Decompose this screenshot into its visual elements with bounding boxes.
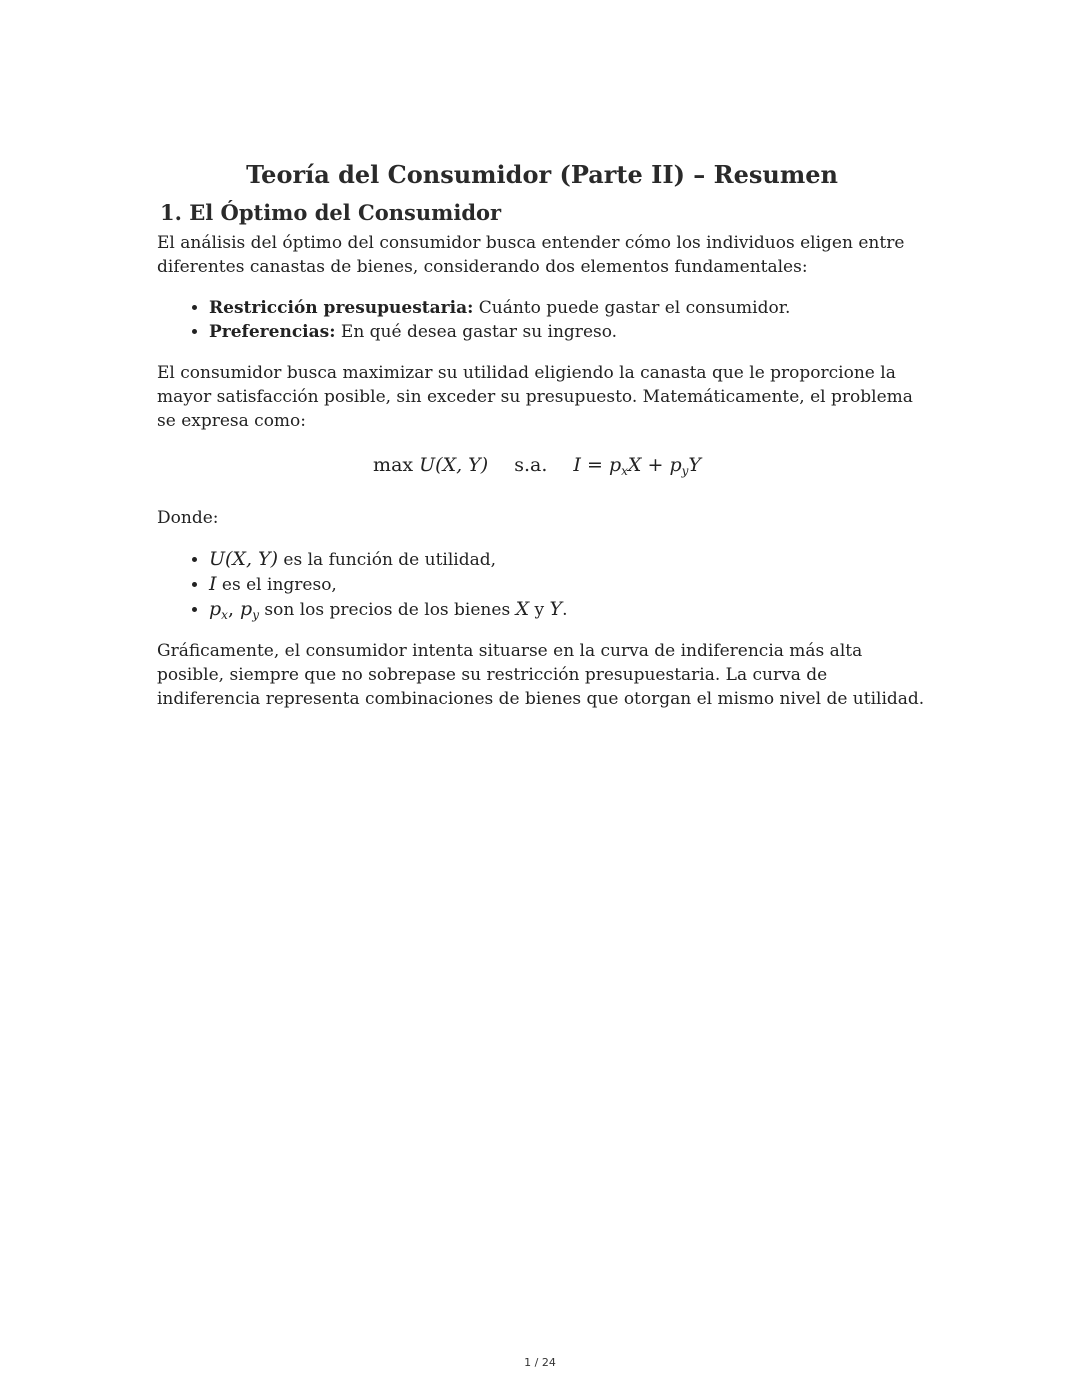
eq-subject-to: s.a. (514, 454, 548, 476)
def-math-p: p (209, 598, 222, 620)
def-math-p: p (240, 598, 253, 620)
def-math: U(X, Y) (209, 548, 278, 570)
eq-good-y: Y (688, 454, 701, 476)
def-math-comma: , (227, 598, 241, 620)
eq-price-x-sub: x (621, 464, 628, 478)
def-math: I (209, 573, 217, 595)
def-text: es la función de utilidad, (278, 550, 497, 570)
elements-list (157, 296, 927, 344)
eq-plus: + (647, 454, 664, 476)
def-math-y: Y (549, 598, 563, 620)
optimization-equation (157, 450, 927, 480)
list-item (209, 320, 927, 344)
list-item-term: Restricción presupuestaria: (209, 298, 474, 318)
list-item (209, 547, 927, 572)
list-item-text: En qué desea gastar su ingreso. (335, 322, 618, 342)
graphic-paragraph: Gráficamente, el consumidor intenta situarse en la curva de indiferencia más alta posible, siempre que no sobrepase su restricción presupuestaria. La curva de indiferencia representa combinaciones de bienes que otorgan el mismo nivel de utilidad. (157, 641, 925, 709)
intro-paragraph: El análisis del óptimo del consumidor busca entender cómo los individuos eligen entre diferentes canastas de bienes, considerando dos elementos fundamentales: (157, 233, 905, 277)
def-math-sub-x: x (221, 608, 228, 622)
def-and: y (529, 600, 550, 620)
def-math-x: X (515, 598, 530, 620)
eq-good-x: X (627, 454, 642, 476)
section-heading: 1. El Óptimo del Consumidor (160, 200, 502, 225)
def-text: son los precios de los bienes (259, 600, 516, 620)
eq-price-x: p (608, 454, 622, 476)
eq-price-y: p (669, 454, 682, 476)
eq-max: max (373, 454, 414, 476)
def-math-prices (209, 598, 259, 620)
list-item (209, 296, 927, 320)
list-item (209, 597, 927, 622)
def-text: es el ingreso, (216, 575, 337, 595)
def-end: . (562, 600, 568, 620)
document-title: Teoría del Consumidor (Parte II) – Resumen (246, 160, 838, 189)
list-item-term: Preferencias: (209, 322, 336, 342)
def-math-sub-y: y (252, 608, 259, 622)
document-page (157, 158, 927, 728)
list-item (209, 572, 927, 597)
donde-label: Donde: (157, 508, 219, 528)
eq-price-y-sub: y (681, 464, 689, 478)
eq-equals: = (586, 454, 603, 476)
problem-paragraph: El consumidor busca maximizar su utilidad eligiendo la canasta que le proporcione la mayor satisfacción posible, sin exceder su presupuesto. Matemáticamente, el problema se expresa como: (157, 363, 913, 431)
eq-income: I (573, 454, 581, 476)
definitions-list (157, 547, 927, 622)
eq-utility: U(X, Y) (419, 454, 489, 476)
page-number: 1 / 24 (524, 1356, 556, 1369)
list-item-text: Cuánto puede gastar el consumidor. (473, 298, 791, 318)
